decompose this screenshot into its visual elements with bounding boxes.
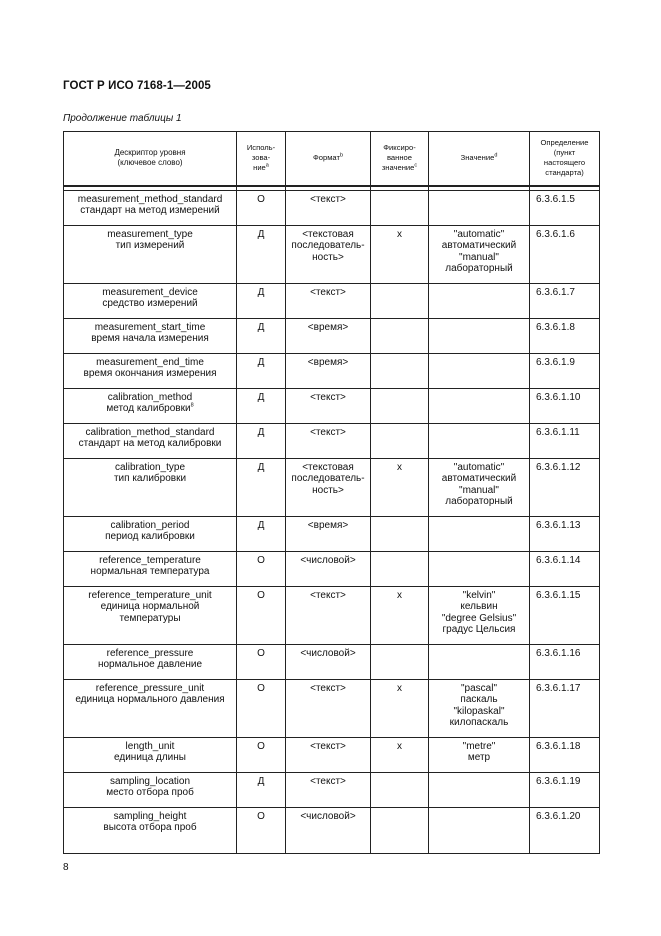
- value-cell: [429, 190, 530, 225]
- keyword-russian: тип измерений: [115, 240, 185, 252]
- value-cell: [429, 283, 530, 318]
- descriptor-cell: [64, 283, 237, 318]
- format-cell: <текстовая последователь- ность>: [286, 458, 371, 516]
- table-caption: Продолжение таблицы 1: [63, 113, 182, 124]
- format-cell: <числовой>: [286, 644, 371, 679]
- keyword-russian-line: температуры: [119, 612, 181, 624]
- keyword-russian: средство измерений: [102, 298, 198, 310]
- descriptor-cell: [64, 190, 237, 225]
- format-cell: <текст>: [286, 388, 371, 423]
- keyword-name: calibration_method: [107, 391, 193, 403]
- fixed-value-cell: х: [371, 737, 429, 772]
- fixed-value-cell: х: [371, 679, 429, 737]
- fixed-value-cell: [371, 772, 429, 807]
- value-cell: [429, 388, 530, 423]
- descriptor-cell: [64, 225, 237, 283]
- definition-cell: 6.3.6.1.19: [530, 772, 600, 807]
- definition-cell: 6.3.6.1.15: [530, 586, 600, 644]
- page-number: 8: [63, 862, 69, 873]
- table-header-row: [64, 132, 600, 186]
- definition-cell: 6.3.6.1.17: [530, 679, 600, 737]
- usage-cell: О: [237, 190, 286, 225]
- table-row: [64, 458, 600, 516]
- fixed-value-cell: [371, 318, 429, 353]
- usage-cell: Д: [237, 516, 286, 551]
- definition-cell: 6.3.6.1.16: [530, 644, 600, 679]
- definition-cell: 6.3.6.1.14: [530, 551, 600, 586]
- definition-cell: 6.3.6.1.7: [530, 283, 600, 318]
- value-cell: "kelvin" кельвин "degree Gelsius" градус Цельсия: [429, 586, 530, 644]
- fixed-value-cell: [371, 283, 429, 318]
- value-cell: [429, 551, 530, 586]
- keyword-russian: стандарт на метод измерений: [80, 205, 220, 217]
- value-cell: [429, 516, 530, 551]
- fixed-value-cell: [371, 644, 429, 679]
- descriptor-cell: [64, 772, 237, 807]
- fixed-value-cell: х: [371, 225, 429, 283]
- descriptor-cell: [64, 318, 237, 353]
- table-row: [64, 225, 600, 283]
- usage-cell: Д: [237, 772, 286, 807]
- table-row: [64, 318, 600, 353]
- format-cell: <текст>: [286, 283, 371, 318]
- keyword-russian: стандарт на метод калибровки: [78, 438, 222, 450]
- value-cell: [429, 807, 530, 853]
- value-cell: [429, 644, 530, 679]
- fixed-value-cell: [371, 190, 429, 225]
- value-cell: [429, 772, 530, 807]
- fixed-value-cell: х: [371, 586, 429, 644]
- format-cell: <текст>: [286, 190, 371, 225]
- format-cell: <время>: [286, 516, 371, 551]
- header-fixed-value: Фиксиро- ванное значение$^c$: [371, 132, 429, 186]
- format-cell: <время>: [286, 353, 371, 388]
- keyword-name: measurement_device: [102, 286, 198, 298]
- fixed-value-cell: х: [371, 458, 429, 516]
- definition-cell: 6.3.6.1.11: [530, 423, 600, 458]
- keyword-name: length_unit: [125, 740, 175, 752]
- format-cell: <числовой>: [286, 551, 371, 586]
- format-cell: <текст>: [286, 737, 371, 772]
- fixed-value-cell: [371, 423, 429, 458]
- descriptor-cell: [64, 644, 237, 679]
- table-body: [64, 186, 600, 854]
- value-cell: "automatic" автоматический "manual" лабораторный: [429, 458, 530, 516]
- table-row: [64, 772, 600, 807]
- keyword-russian: единица длины: [114, 752, 186, 764]
- usage-cell: Д: [237, 283, 286, 318]
- value-cell: "pascal" паскаль "kilopaskal" килопаскаль: [429, 679, 530, 737]
- definition-cell: 6.3.6.1.13: [530, 516, 600, 551]
- descriptor-cell: [64, 353, 237, 388]
- keyword-russian: время начала измерения: [91, 333, 209, 345]
- usage-cell: Д: [237, 353, 286, 388]
- definition-cell: 6.3.6.1.10: [530, 388, 600, 423]
- keyword-name: measurement_end_time: [96, 356, 204, 368]
- keyword-name: measurement_type: [107, 228, 193, 240]
- level-descriptor-table: [63, 131, 600, 854]
- table-row: [64, 551, 600, 586]
- usage-cell: О: [237, 807, 286, 853]
- keyword-name: reference_temperature: [99, 554, 201, 566]
- table-row: [64, 353, 600, 388]
- keyword-russian: период калибровки: [105, 531, 195, 543]
- footnote-marker: 8: [190, 402, 194, 409]
- keyword-russian: время окончания измерения: [83, 368, 217, 380]
- table-row: [64, 737, 600, 772]
- table-row: [64, 388, 600, 423]
- usage-cell: Д: [237, 388, 286, 423]
- descriptor-cell: [64, 737, 237, 772]
- descriptor-cell: [64, 516, 237, 551]
- usage-cell: Д: [237, 458, 286, 516]
- table-row: [64, 586, 600, 644]
- definition-cell: 6.3.6.1.8: [530, 318, 600, 353]
- definition-cell: 6.3.6.1.18: [530, 737, 600, 772]
- value-cell: [429, 423, 530, 458]
- document-header: ГОСТ Р ИСО 7168-1—2005: [63, 80, 211, 92]
- keyword-russian-line: единица нормальной: [100, 601, 200, 613]
- table-row: [64, 644, 600, 679]
- fixed-value-cell: [371, 353, 429, 388]
- keyword-name: sampling_location: [109, 775, 191, 787]
- usage-cell: Д: [237, 318, 286, 353]
- value-cell: [429, 353, 530, 388]
- format-cell: <текст>: [286, 679, 371, 737]
- keyword-name: sampling_height: [113, 810, 187, 822]
- keyword-name: measurement_start_time: [94, 321, 206, 333]
- format-cell: <текстовая последователь- ность>: [286, 225, 371, 283]
- table-row: [64, 283, 600, 318]
- value-cell: [429, 318, 530, 353]
- keyword-name: calibration_method_standard: [85, 426, 215, 438]
- descriptor-cell: [64, 388, 237, 423]
- fixed-value-cell: [371, 388, 429, 423]
- keyword-russian: тип калибровки: [113, 473, 187, 485]
- header-usage: Исполь- зова- ние$^a$: [237, 132, 286, 186]
- format-cell: <текст>: [286, 772, 371, 807]
- usage-cell: Д: [237, 225, 286, 283]
- keyword-russian: нормальное давление: [97, 659, 203, 671]
- table-row: [64, 679, 600, 737]
- table-row: [64, 516, 600, 551]
- keyword-name: calibration_period: [110, 519, 190, 531]
- keyword-name: calibration_type: [114, 461, 186, 473]
- definition-cell: 6.3.6.1.20: [530, 807, 600, 853]
- header-value: Значение$^d$: [429, 132, 530, 186]
- descriptor-cell: [64, 423, 237, 458]
- format-cell: <текст>: [286, 586, 371, 644]
- table-row: [64, 423, 600, 458]
- usage-cell: О: [237, 737, 286, 772]
- descriptor-cell: [64, 458, 237, 516]
- header-descriptor: Дескриптор уровня (ключевое слово): [64, 132, 237, 186]
- usage-cell: Д: [237, 423, 286, 458]
- descriptor-cell: [64, 551, 237, 586]
- definition-cell: 6.3.6.1.5: [530, 190, 600, 225]
- fixed-value-cell: [371, 807, 429, 853]
- keyword-name: reference_pressure_unit: [95, 682, 205, 694]
- keyword-name: reference_pressure: [106, 647, 194, 659]
- descriptor-cell: [64, 679, 237, 737]
- table-row: [64, 190, 600, 225]
- keyword-name: reference_temperature_unit: [88, 589, 212, 601]
- keyword-russian: высота отбора проб: [103, 822, 197, 834]
- format-cell: <текст>: [286, 423, 371, 458]
- header-definition: Определение (пункт настоящего стандарта): [530, 132, 600, 186]
- value-cell: "automatic" автоматический "manual" лабораторный: [429, 225, 530, 283]
- usage-cell: О: [237, 679, 286, 737]
- keyword-russian: единица нормального давления: [75, 694, 225, 706]
- format-cell: <время>: [286, 318, 371, 353]
- keyword-name: measurement_method_standard: [77, 193, 223, 205]
- keyword-russian: метод калибровки$^8$: [106, 402, 194, 415]
- definition-cell: 6.3.6.1.9: [530, 353, 600, 388]
- header-format: Формат$^b$: [286, 132, 371, 186]
- usage-cell: О: [237, 644, 286, 679]
- keyword-russian: место отбора проб: [106, 787, 194, 799]
- fixed-value-cell: [371, 516, 429, 551]
- usage-cell: О: [237, 586, 286, 644]
- definition-cell: 6.3.6.1.6: [530, 225, 600, 283]
- definition-cell: 6.3.6.1.12: [530, 458, 600, 516]
- usage-cell: О: [237, 551, 286, 586]
- fixed-value-cell: [371, 551, 429, 586]
- table-row: [64, 807, 600, 853]
- keyword-russian: нормальная температура: [90, 566, 210, 578]
- descriptor-cell: [64, 586, 237, 644]
- descriptor-cell: [64, 807, 237, 853]
- format-cell: <числовой>: [286, 807, 371, 853]
- value-cell: "metre" метр: [429, 737, 530, 772]
